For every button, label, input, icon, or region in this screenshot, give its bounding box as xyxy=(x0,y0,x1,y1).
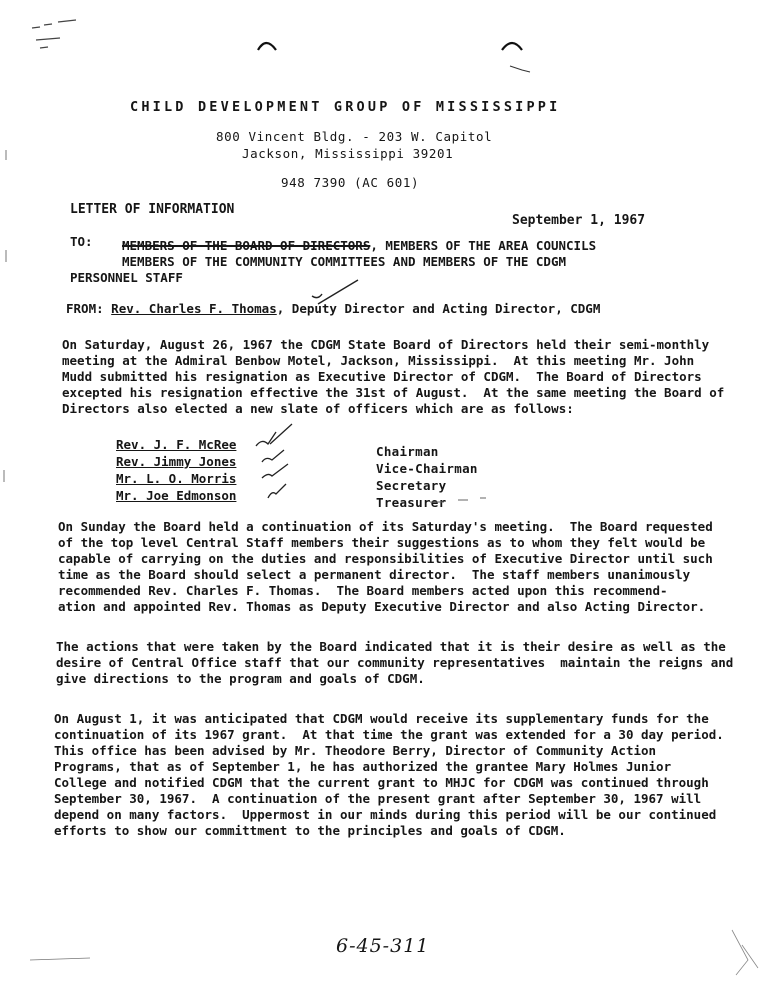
paragraph-2-line-1: On Sunday the Board held a continuation of its Saturday's meeting. The Board requested xyxy=(58,519,713,534)
paragraph-2-line-3: capable of carrying on the duties and responsibilities of Executive Director until such xyxy=(58,551,713,566)
to-label: TO: xyxy=(70,234,93,249)
officer-role-2: Vice-Chairman xyxy=(376,461,478,476)
to-recipients-line-3: PERSONNEL STAFF xyxy=(70,270,183,285)
organization-name: CHILD DEVELOPMENT GROUP OF MISSISSIPPI xyxy=(130,99,561,115)
to-area-councils: , MEMBERS OF THE AREA COUNCILS xyxy=(370,238,597,253)
paragraph-1-line-1: On Saturday, August 26, 1967 the CDGM State Board of Directors held their semi-monthly xyxy=(62,337,710,352)
paragraph-3-line-2: desire of Central Office staff that our community representatives maintain the reigns and xyxy=(56,655,734,670)
to-recipients-line-2: MEMBERS OF THE COMMUNITY COMMITTEES AND MEMBERS OF THE CDGM xyxy=(122,254,567,269)
address-line-2: Jackson, Mississippi 39201 xyxy=(242,146,454,161)
officer-role-1: Chairman xyxy=(376,444,439,459)
paragraph-1-line-3: Mudd submitted his resignation as Executive Director of CDGM. The Board of Directors xyxy=(62,369,702,384)
from-title: , Deputy Director and Acting Director, CDGM xyxy=(276,301,601,316)
paragraph-4-line-7: depend on many factors. Uppermost in our minds during this period will be our continued xyxy=(54,807,717,822)
officer-name-1: Rev. J. F. McRee xyxy=(116,437,237,452)
document-type: LETTER OF INFORMATION xyxy=(70,202,235,217)
paragraph-4-line-6: September 30, 1967. A continuation of the present grant after September 30, 1967 will xyxy=(54,791,702,806)
paragraph-1-line-5: Directors also elected a new slate of officers which are as follows: xyxy=(62,401,574,416)
paragraph-1-line-2: meeting at the Admiral Benbow Motel, Jackson, Mississippi. At this meeting Mr. John xyxy=(62,353,695,368)
struck-board-of-directors: MEMBERS OF THE BOARD OF DIRECTORS xyxy=(122,238,371,253)
paragraph-2-line-4: time as the Board should select a permanent director. The staff members unanimously xyxy=(58,567,691,582)
phone-number: 948 7390 (AC 601) xyxy=(281,175,420,190)
address-line-1: 800 Vincent Bldg. - 203 W. Capitol xyxy=(216,129,493,144)
paragraph-4-line-1: On August 1, it was anticipated that CDGM would receive its supplementary funds for the xyxy=(54,711,709,726)
paragraph-2-line-5: recommended Rev. Charles F. Thomas. The Board members acted upon this recommend- xyxy=(58,583,668,598)
letter-date: September 1, 1967 xyxy=(512,213,646,228)
paragraph-1-line-4: excepted his resignation effective the 31st of August. At the same meeting the Board of xyxy=(62,385,725,400)
from-label: FROM: xyxy=(66,301,104,316)
paragraph-2-line-6: ation and appointed Rev. Thomas as Deputy Executive Director and also Acting Director. xyxy=(58,599,706,614)
paragraph-2-line-2: of the top level Central Staff members their suggestions as to whom they felt would be xyxy=(58,535,706,550)
from-name: Rev. Charles F. Thomas xyxy=(111,301,277,316)
paragraph-3-line-3: give directions to the program and goals of CDGM. xyxy=(56,671,425,686)
paragraph-4-line-8: efforts to show our committment to the principles and goals of CDGM. xyxy=(54,823,566,838)
officer-name-4: Mr. Joe Edmonson xyxy=(116,488,237,503)
paragraph-4-line-5: College and notified CDGM that the current grant to MHJC for CDGM was continued through xyxy=(54,775,709,790)
paragraph-4-line-4: Programs, that as of September 1, he has authorized the grantee Mary Holmes Junior xyxy=(54,759,672,774)
paragraph-4-line-2: continuation of its 1967 grant. At that time the grant was extended for a 30 day period. xyxy=(54,727,724,742)
officer-name-2: Rev. Jimmy Jones xyxy=(116,454,237,469)
officer-role-3: Secretary xyxy=(376,478,447,493)
officer-role-4: Treasurer xyxy=(376,495,447,510)
paragraph-4-line-3: This office has been advised by Mr. Theodore Berry, Director of Community Action xyxy=(54,743,657,758)
officer-name-3: Mr. L. O. Morris xyxy=(116,471,237,486)
paragraph-3-line-1: The actions that were taken by the Board indicated that it is their desire as well as the xyxy=(56,639,726,654)
handwritten-file-number: 6-45-311 xyxy=(336,935,430,957)
